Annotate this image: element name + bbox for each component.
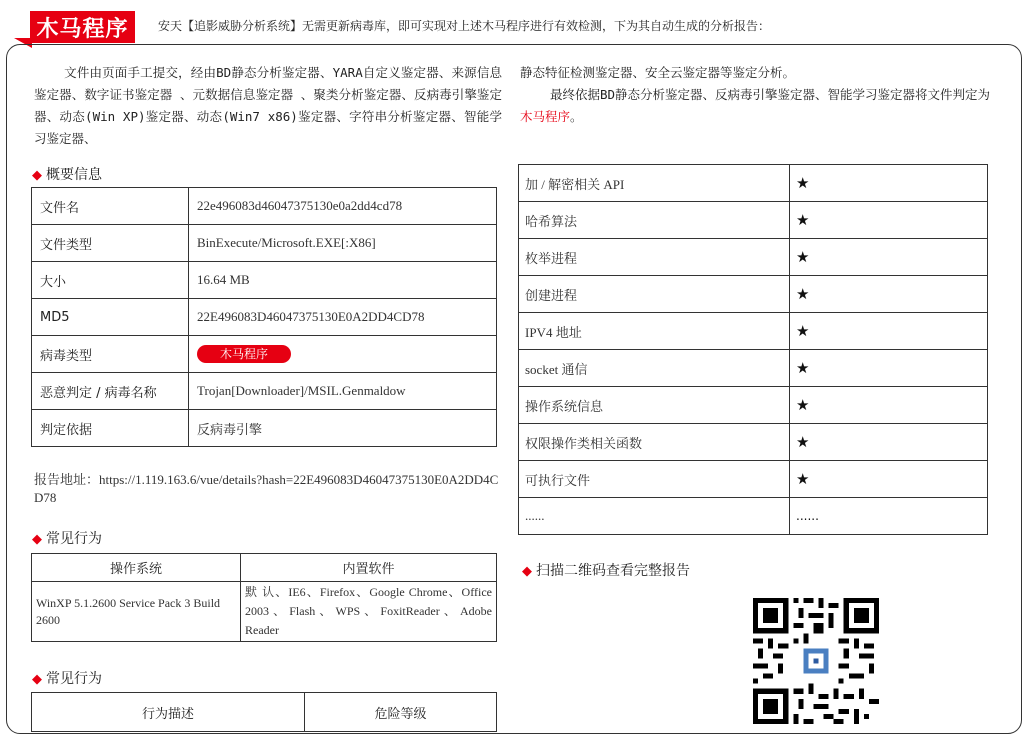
table-row <box>32 373 497 410</box>
star-icon: ★ <box>790 239 988 276</box>
table-row <box>32 299 497 336</box>
table-row <box>519 387 988 424</box>
report-address: 报告地址：https://1.119.163.6/vue/details?hash=22E496083D46047375130E0A2DD4CD78 <box>34 472 499 505</box>
diamond-icon: ◆ <box>32 168 42 183</box>
star-icon: ★ <box>790 313 988 350</box>
overview-key: 恶意判定 / 病毒名称 <box>32 373 189 410</box>
column-header: 内置软件 <box>241 554 497 582</box>
table-row <box>519 276 988 313</box>
behavior-env-table <box>31 553 497 642</box>
star-icon: ★ <box>790 165 988 202</box>
star-icon: ★ <box>790 461 988 498</box>
feature-name: 哈希算法 <box>519 202 790 239</box>
qr-code-icon[interactable] <box>752 598 880 724</box>
overview-key: 文件类型 <box>32 225 189 262</box>
table-row <box>32 693 497 732</box>
diamond-icon: ◆ <box>32 532 42 547</box>
trojan-tag <box>30 11 135 43</box>
header-note: 安天【追影威胁分析系统】无需更新病毒库，即可实现对上述木马程序进行有效检测，下为其自动生成的分析报告： <box>158 19 771 33</box>
table-row <box>32 262 497 299</box>
overview-title-text: 概要信息 <box>46 167 102 183</box>
verdict-text: 木马程序 <box>520 109 571 124</box>
table-row <box>519 313 988 350</box>
star-icon: ★ <box>790 202 988 239</box>
intro-right-line2 <box>520 84 998 128</box>
behavior-env-title <box>32 528 102 548</box>
table-row <box>519 350 988 387</box>
diamond-icon: ◆ <box>522 564 532 579</box>
table-row <box>519 239 988 276</box>
column-header: 行为描述 <box>32 693 305 732</box>
behavior-list-table <box>31 692 497 732</box>
star-icon: ★ <box>790 350 988 387</box>
ellipsis-cell: ...... <box>790 498 988 535</box>
overview-key: 判定依据 <box>32 410 189 447</box>
behavior-env-title-text: 常见行为 <box>46 531 102 547</box>
overview-key: MD5 <box>32 299 189 336</box>
overview-value <box>189 336 497 373</box>
feature-table <box>518 164 988 535</box>
overview-key: 文件名 <box>32 188 189 225</box>
table-row <box>519 498 988 535</box>
feature-name: IPV4 地址 <box>519 313 790 350</box>
trojan-tag-label: 木马程序 <box>36 16 129 42</box>
overview-value: BinExecute/Microsoft.EXE[:X86] <box>189 225 497 262</box>
overview-key: 大小 <box>32 262 189 299</box>
column-header: 操作系统 <box>32 554 241 582</box>
table-row <box>32 554 497 582</box>
overview-value: 反病毒引擎 <box>189 410 497 447</box>
qr-title <box>522 560 690 580</box>
star-icon: ★ <box>790 424 988 461</box>
table-row <box>519 165 988 202</box>
overview-title <box>32 164 102 184</box>
verdict-prefix: 最终依据BD静态分析鉴定器、反病毒引擎鉴定器、智能学习鉴定器将文件判定为 <box>550 87 991 102</box>
overview-value: 22E496083D46047375130E0A2DD4CD78 <box>189 299 497 336</box>
intro-right-line1: 静态特征检测鉴定器、安全云鉴定器等鉴定分析。 <box>520 65 796 80</box>
table-row <box>519 424 988 461</box>
table-row <box>519 461 988 498</box>
behavior-list-title <box>32 668 102 688</box>
table-row <box>519 202 988 239</box>
overview-value: Trojan[Downloader]/MSIL.Genmaldow <box>189 373 497 410</box>
table-row <box>32 188 497 225</box>
overview-key: 病毒类型 <box>32 336 189 373</box>
overview-value: 16.64 MB <box>189 262 497 299</box>
overview-table <box>31 187 497 447</box>
table-row <box>32 582 497 642</box>
intro-right <box>520 62 998 128</box>
behavior-list-title-text: 常见行为 <box>46 671 102 687</box>
software-cell: 默 认、IE6、Firefox、Google Chrome、Office 2003、Flash、WPS、FoxitReader、Adobe Reader <box>241 582 497 642</box>
star-icon: ★ <box>790 276 988 313</box>
feature-name: ...... <box>519 498 790 535</box>
star-icon: ★ <box>790 387 988 424</box>
feature-name: 操作系统信息 <box>519 387 790 424</box>
feature-name: 可执行文件 <box>519 461 790 498</box>
feature-name: 权限操作类相关函数 <box>519 424 790 461</box>
intro-left-text: 文件由页面手工提交，经由BD静态分析鉴定器、YARA自定义鉴定器、来源信息鉴定器、数字证书鉴定器 、元数据信息鉴定器 、聚类分析鉴定器、反病毒引擎鉴定器、动态(Win XP)鉴定器、动态(Win7 x86)鉴定器、字符串分析鉴定器、智能学习鉴定器、 <box>34 65 502 146</box>
feature-name: 加 / 解密相关 API <box>519 165 790 202</box>
qr-title-text: 扫描二维码查看完整报告 <box>536 563 690 579</box>
table-row <box>32 410 497 447</box>
feature-name: socket 通信 <box>519 350 790 387</box>
virus-type-badge: 木马程序 <box>197 345 291 363</box>
diamond-icon: ◆ <box>32 672 42 687</box>
column-header: 危险等级 <box>305 693 497 732</box>
table-row <box>32 336 497 373</box>
os-cell: WinXP 5.1.2600 Service Pack 3 Build 2600 <box>32 582 241 642</box>
table-row <box>32 225 497 262</box>
feature-name: 创建进程 <box>519 276 790 313</box>
feature-name: 枚举进程 <box>519 239 790 276</box>
intro-left <box>34 62 502 150</box>
verdict-suffix: 。 <box>570 109 583 124</box>
overview-value: 22e496083d46047375130e0a2dd4cd78 <box>189 188 497 225</box>
